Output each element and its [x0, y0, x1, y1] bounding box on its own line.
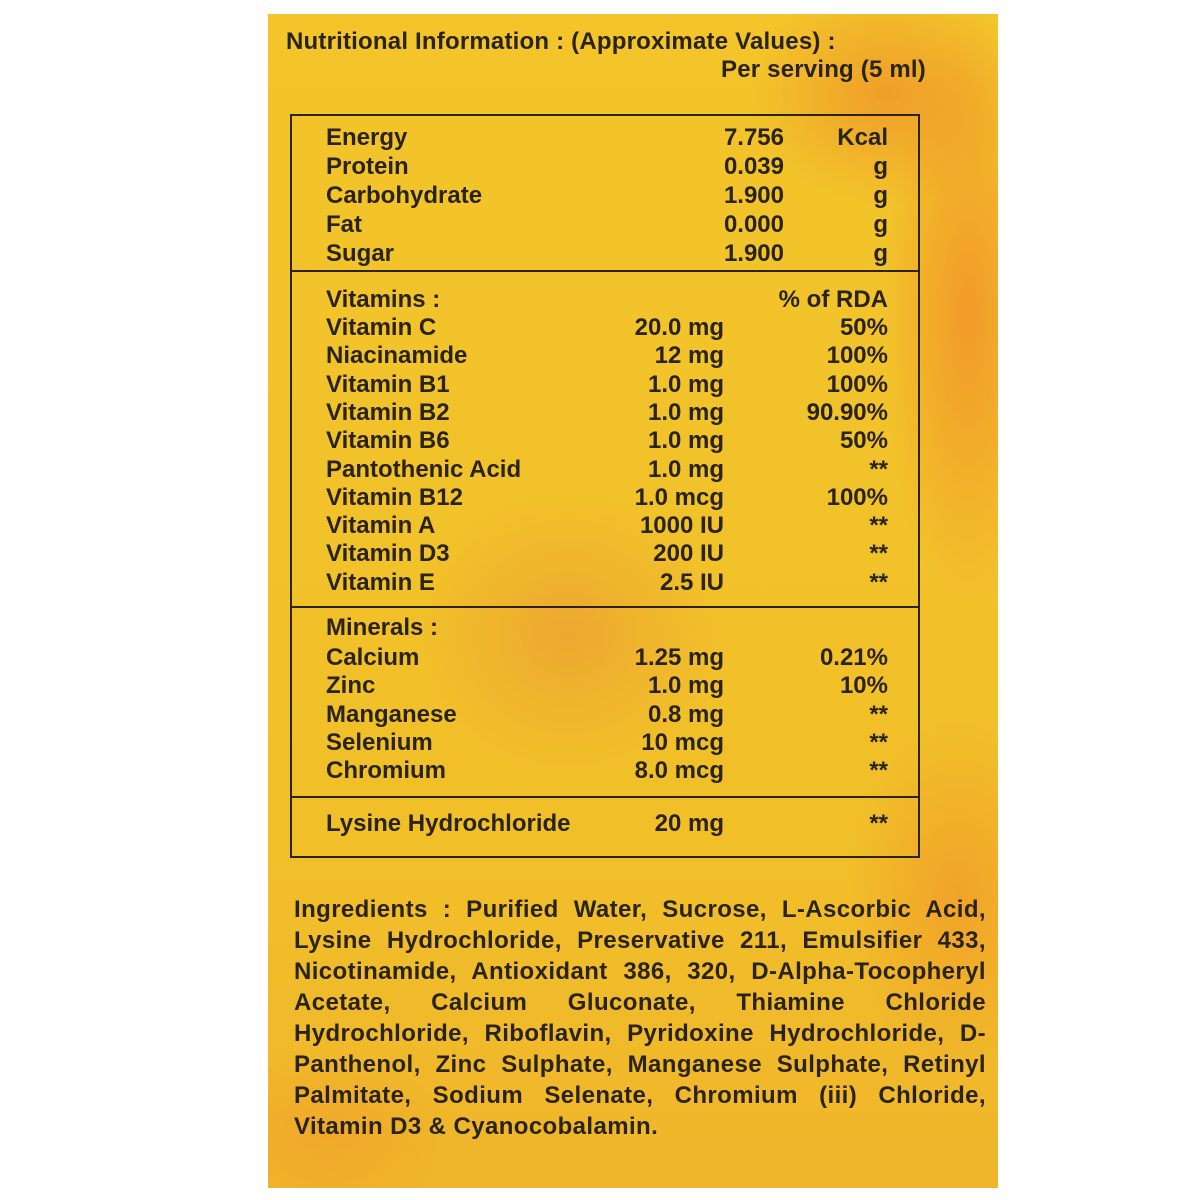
vitamin-name: Niacinamide	[326, 342, 468, 370]
vitamin-rda: **	[869, 568, 888, 596]
table-row	[292, 182, 918, 210]
table-row	[292, 399, 918, 427]
nutrient-unit: g	[873, 211, 888, 238]
vitamin-rda: 100%	[826, 483, 888, 511]
mineral-amount: 10 mcg	[641, 728, 724, 756]
table-row	[292, 484, 918, 512]
vitamin-amount: 1000 IU	[639, 512, 724, 540]
table-row	[292, 342, 918, 370]
vitamin-amount: 1.0 mg	[647, 427, 724, 455]
lysine-amount: 20 mg	[654, 810, 724, 837]
table-row	[292, 512, 918, 540]
nutrient-name: Carbohydrate	[326, 182, 483, 209]
vitamins-title: Vitamins :	[326, 286, 441, 313]
mineral-amount: 0.8 mg	[647, 700, 724, 728]
mineral-rda: **	[869, 700, 888, 728]
vitamin-amount: 12 mg	[654, 342, 724, 370]
mineral-amount: 1.0 mg	[647, 672, 724, 700]
nutrient-amount: 1.900	[723, 240, 784, 267]
minerals-title: Minerals :	[326, 614, 439, 641]
vitamins-section	[292, 270, 918, 608]
table-row	[292, 810, 918, 838]
vitamin-amount: 1.0 mcg	[634, 483, 724, 511]
table-row	[292, 427, 918, 455]
mineral-rda: 10%	[839, 672, 888, 700]
table-row	[292, 614, 918, 642]
lysine-name: Lysine Hydrochloride	[326, 810, 571, 837]
vitamin-rda: 100%	[826, 342, 888, 370]
table-row	[292, 569, 918, 597]
table-row	[292, 701, 918, 729]
vitamin-rda: **	[869, 540, 888, 568]
mineral-name: Selenium	[326, 728, 433, 756]
mineral-amount: 1.25 mg	[634, 644, 724, 671]
table-row	[292, 644, 918, 672]
nutrient-name: Fat	[326, 211, 362, 238]
table-row	[292, 211, 918, 239]
vitamin-amount: 20.0 mg	[634, 314, 724, 341]
mineral-amount: 8.0 mcg	[634, 757, 724, 785]
product-label-panel	[268, 14, 998, 1188]
vitamin-name: Vitamin B12	[326, 483, 463, 511]
mineral-name: Chromium	[326, 757, 446, 785]
nutrient-amount: 0.000	[723, 211, 784, 238]
lysine-section	[292, 796, 918, 854]
nutrient-name: Sugar	[326, 240, 395, 267]
vitamin-amount: 1.0 mg	[647, 370, 724, 398]
nutrient-amount: 1.900	[723, 182, 784, 209]
vitamin-rda: 90.90%	[806, 398, 888, 426]
table-row	[292, 456, 918, 484]
vitamin-name: Vitamin C	[326, 314, 437, 341]
energy-section	[292, 116, 918, 270]
mineral-rda: 0.21%	[819, 644, 888, 671]
lysine-rda: **	[869, 810, 888, 837]
table-row	[292, 729, 918, 757]
vitamin-amount: 1.0 mg	[647, 398, 724, 426]
table-row	[292, 286, 918, 314]
nutrient-amount: 7.756	[723, 124, 784, 151]
nutrient-unit: g	[873, 240, 888, 267]
vitamin-name: Vitamin E	[326, 568, 435, 596]
vitamin-rda: 100%	[826, 370, 888, 398]
mineral-name: Zinc	[326, 672, 376, 700]
vitamin-rda: **	[869, 512, 888, 540]
table-row	[292, 540, 918, 568]
rda-column-header: % of RDA	[778, 286, 888, 313]
nutrition-heading-title: Nutritional Information : (Approximate Values) :	[286, 28, 836, 55]
vitamin-amount: 200 IU	[653, 540, 724, 568]
table-row	[292, 314, 918, 342]
vitamin-rda: **	[869, 455, 888, 483]
nutrient-name: Energy	[326, 124, 408, 151]
table-row	[292, 124, 918, 152]
nutrition-heading	[286, 28, 926, 84]
nutrition-table	[290, 114, 920, 858]
mineral-name: Calcium	[326, 644, 420, 671]
vitamin-name: Vitamin A	[326, 512, 436, 540]
vitamin-rda: 50%	[839, 314, 888, 341]
mineral-rda: **	[869, 728, 888, 756]
mineral-name: Manganese	[326, 700, 457, 728]
vitamin-name: Vitamin B1	[326, 370, 450, 398]
serving-size-label: Per serving (5 ml)	[720, 56, 926, 83]
nutrient-unit: g	[873, 153, 888, 180]
vitamin-name: Pantothenic Acid	[326, 455, 522, 483]
table-row	[292, 757, 918, 785]
ingredients-text: Ingredients : Purified Water, Sucrose, L-Ascorbic Acid, Lysine Hydrochloride, Preservative 211, Emulsifier 433, Nicotinamide, Antioxidant 386, 320, D-Alpha-Tocopheryl Acetate, Calcium Gluconate, Thiamine Chloride Hydrochloride, Riboflavin, Pyridoxine Hydrochloride, D-Panthenol, Zinc Sulphate, Manganese Sulphate, Retinyl Palmitate, Sodium Selenate, Chromium (iii) Chloride, Vitamin D3 & Cyanocobalamin.	[294, 896, 986, 1140]
nutrient-unit: g	[873, 182, 888, 209]
vitamin-amount: 1.0 mg	[647, 455, 724, 483]
nutrient-amount: 0.039	[723, 153, 784, 180]
table-row	[292, 371, 918, 399]
vitamin-rda: 50%	[839, 427, 888, 455]
table-row	[292, 672, 918, 700]
vitamin-name: Vitamin B2	[326, 398, 450, 426]
minerals-section	[292, 606, 918, 798]
vitamin-amount: 2.5 IU	[659, 568, 724, 596]
vitamin-name: Vitamin B6	[326, 427, 450, 455]
vitamin-name: Vitamin D3	[326, 540, 450, 568]
nutrient-unit: Kcal	[837, 124, 888, 151]
nutrient-name: Protein	[326, 153, 409, 180]
table-row	[292, 153, 918, 181]
mineral-rda: **	[869, 757, 888, 785]
table-row	[292, 240, 918, 268]
